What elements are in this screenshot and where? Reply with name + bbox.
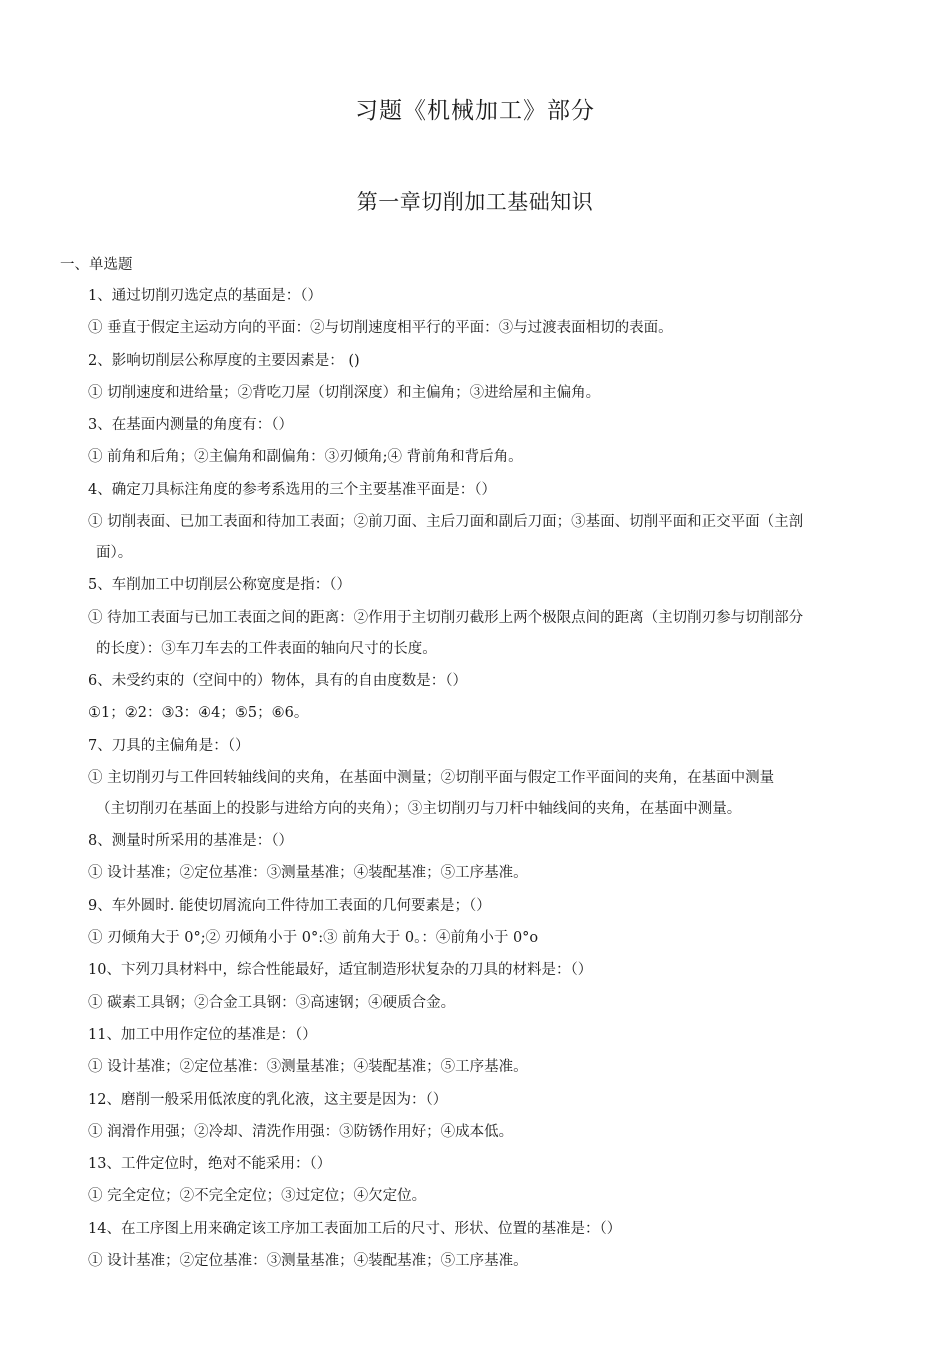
question-item — [88, 959, 888, 1024]
options-line: ① 垂直于假定主运动方向的平面：②与切削速度相平行的平面：③与过渡表面相切的表面。 — [88, 320, 673, 337]
chapter-title: 第一章切削加工基础知识 — [356, 190, 594, 214]
question-options — [88, 1121, 888, 1153]
question-stem: 2、影响切削层公称厚度的主要因素是： () — [88, 352, 360, 369]
question-options — [88, 862, 888, 894]
question-item — [88, 1153, 888, 1218]
options-line-continued: 的长度）：③车刀车去的工件表面的轴向尺寸的长度。 — [96, 640, 437, 657]
question-item — [88, 895, 888, 960]
question-item — [88, 1218, 888, 1283]
options-line: ①1；②2：③3：④4；⑤5；⑥6。 — [88, 705, 309, 722]
question-item — [88, 1024, 888, 1089]
question-options — [88, 317, 888, 349]
question-stem: 7、刀具的主偏角是：（） — [88, 737, 250, 754]
question-stem: 8、测量时所采用的基准是：（） — [88, 833, 293, 850]
options-line: ① 刃倾角大于 0°;② 刃倾角小于 0°:③ 前角大于 0。：④前角小于 0°o — [88, 930, 539, 947]
question-stem: 14、在工序图上用来确定该工序加工表面加工后的尺寸、形状、位置的基准是：（） — [88, 1220, 622, 1237]
question-stem: 11、加工中用作定位的基准是：（） — [88, 1026, 317, 1043]
question-stem: 13、工件定位时，绝对不能采用：（） — [88, 1156, 332, 1173]
question-item — [88, 830, 888, 895]
options-line: ① 切削表面、已加工表面和待加工表面；②前刀面、主后刀面和副后刀面；③基面、切削平面和正交平面（主剖 — [88, 514, 804, 531]
question-item — [88, 735, 888, 831]
question-options — [88, 1185, 888, 1217]
question-options — [88, 446, 888, 478]
question-item — [88, 479, 888, 575]
question-stem: 9、车外圆时. 能使切屑流向工件待加工表面的几何要素是；（） — [88, 897, 491, 914]
question-options — [88, 767, 888, 830]
question-options — [88, 511, 888, 574]
options-line: ① 设计基准；②定位基准：③测量基准；④装配基准；⑤工序基准。 — [88, 1059, 528, 1076]
question-options — [88, 992, 888, 1024]
question-item — [88, 414, 888, 479]
question-stem: 6、未受约束的（空间中的）物体，具有的自由度数是：（） — [88, 672, 467, 689]
question-stem: 10、卞列刀具材料中，综合性能最好，适宜制造形状复杂的刀具的材料是：（） — [88, 962, 593, 979]
question-item — [88, 574, 888, 670]
question-stem: 1、通过切削刃选定点的基面是：（） — [88, 288, 322, 304]
question-options — [88, 927, 888, 959]
question-options — [88, 382, 888, 414]
options-line: ① 润滑作用强；②冷却、清洗作用强：③防锈作用好；④成本低。 — [88, 1123, 514, 1140]
question-stem: 12、磨削一般采用低浓度的乳化液，这主要是因为：（） — [88, 1091, 448, 1108]
question-item — [88, 285, 888, 350]
document-title: 习题《机械加工》部分 — [355, 98, 595, 124]
question-stem: 4、确定刀具标注角度的参考系选用的三个主要基准平面是：（） — [88, 481, 496, 498]
options-line: ① 设计基准；②定位基准：③测量基准；④装配基准；⑤工序基准。 — [88, 865, 528, 882]
section-title: 一、单选题 — [60, 257, 133, 273]
question-options — [88, 1056, 888, 1088]
question-item — [88, 350, 888, 415]
options-line: ① 前角和后角；②主偏角和副偏角：③刃倾角;④ 背前角和背后角。 — [88, 449, 523, 466]
options-line-continued: （主切削刃在基面上的投影与进给方向的夹角）；③主切削刃与刀杆中轴线间的夹角，在基面中测量。 — [96, 800, 742, 817]
options-line: ① 待加工表面与已加工表面之间的距离：②作用于主切削刃截形上两个极限点间的距离（主切削刃参与切削部分 — [88, 609, 804, 626]
question-stem: 5、车削加工中切削层公称宽度是指：（） — [88, 577, 351, 594]
question-list — [88, 285, 888, 1282]
options-line: ① 完全定位；②不完全定位；③过定位；④欠定位。 — [88, 1188, 427, 1205]
options-line: ① 主切削刃与工件回转轴线间的夹角，在基面中测量；②切削平面与假定工作平面间的夹角，在基面中测量 — [88, 769, 775, 786]
question-options — [88, 1250, 888, 1282]
question-options — [88, 607, 888, 670]
question-options — [88, 702, 888, 734]
options-line-continued: 面）。 — [96, 545, 133, 562]
question-stem: 3、在基面内测量的角度有：（） — [88, 417, 293, 434]
options-line: ① 切削速度和进给量；②背吃刀屋（切削深度）和主偏角；③进给屋和主偏角。 — [88, 384, 601, 401]
options-line: ① 设计基准；②定位基准：③测量基准；④装配基准；⑤工序基准。 — [88, 1253, 528, 1270]
question-item — [88, 1089, 888, 1154]
options-line: ① 碳素工具钢；②合金工具钢：③高速钢；④硬质合金。 — [88, 994, 456, 1011]
question-item — [88, 670, 888, 735]
